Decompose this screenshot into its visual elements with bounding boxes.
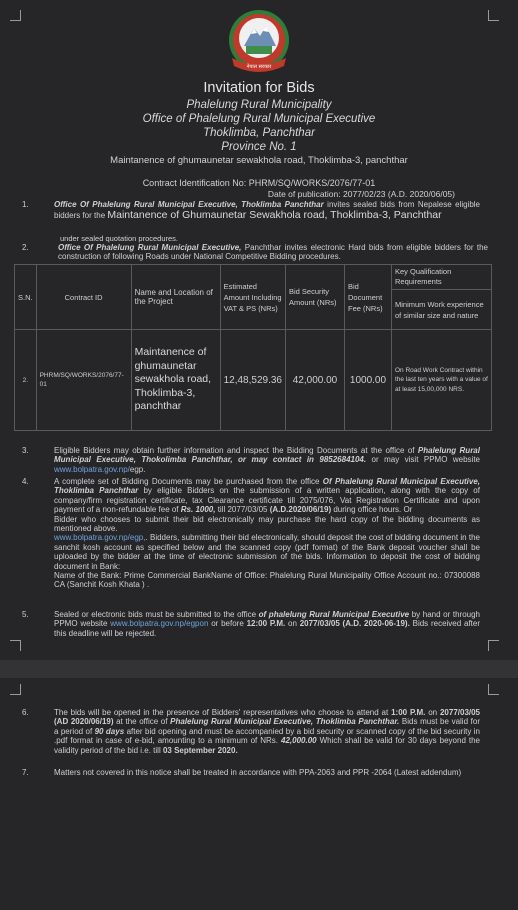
paragraph-text: A complete set of Bidding Documents may be purchased from the office: [54, 477, 323, 486]
item-number: 3.: [22, 446, 29, 455]
paragraph-5: [54, 610, 480, 638]
bank-details: Name of the Bank: Prime Commercial BankName of Office: Phalelung Rural Municipality Office Account no.: 07300088 CA (Sanchit Kosh Khata ) .: [54, 571, 480, 590]
office-contact: Phalelung Rural Municipal Executive, Thokolimba Panchthar, or may contact in 9852684104.: [54, 446, 480, 465]
paragraph-text: or before: [208, 619, 247, 629]
svg-text:नेपाल सरकार: नेपाल सरकार: [246, 64, 272, 70]
validity-period: 90 days: [94, 726, 125, 736]
paragraph-text: by hand or through PPMO website: [54, 610, 480, 629]
project-name-large: Maintanence of Ghumaunetar Sewakhola road, Thoklimba-3, Panchthar: [107, 209, 442, 222]
paragraph-text: egp.: [129, 464, 146, 474]
validity-date: 03 September 2020.: [162, 745, 238, 755]
office-name-italic: Office Of Phalelung Rural Municipal Executive,: [58, 243, 242, 252]
deadline-date: (A.D.2020/06/19): [269, 505, 332, 515]
contract-id-value: PHRM/SQ/WORKS/2076/77-01: [248, 178, 376, 188]
paragraph-text: during office hours. Or: [331, 505, 413, 515]
paragraph-2: [58, 243, 488, 262]
notice-title: Invitation for Bids: [203, 80, 315, 96]
item-number: 2.: [22, 243, 29, 252]
bid-table: [14, 264, 492, 431]
header-bid-fee: Bid Document Fee (NRs): [344, 265, 391, 330]
header-key-qualification: Key Qualification Requirements: [391, 265, 491, 290]
paragraph-text: Panchthar invites electronic Hard bids from eligible bidders for the construction of following Roads under National Competitive Bidding procedures.: [58, 243, 488, 262]
office-name: Office of Phalelung Rural Municipal Executive: [142, 113, 376, 125]
deadline-time: 12:00 P.M.: [246, 619, 286, 629]
cell-bid-fee: 1000.00: [344, 330, 391, 431]
contract-id-label: Contract Identification No:: [142, 178, 249, 188]
cell-sn: 2.: [15, 330, 37, 431]
opening-date: 2077/03/05 (AD 2020/06/19): [54, 708, 481, 727]
paragraph-text: on: [285, 619, 300, 629]
paragraph-3: [54, 446, 480, 474]
paragraph-1: [54, 200, 480, 222]
office-name-italic: Phalelung Rural Municipal Executive, Thoklimba Panchthar.: [170, 717, 400, 727]
egp-link[interactable]: www.bolpatra.gov.np/egp,: [54, 533, 146, 543]
crop-mark: [10, 684, 21, 695]
paragraph-text: on: [425, 708, 440, 717]
egpon-link[interactable]: www.bolpatra.gov.np/egpon: [110, 619, 209, 629]
header-estimated-amount: Estimated Amount Including VAT & PS (NRs): [220, 265, 285, 330]
paragraph-text: till 2077/03/05: [215, 505, 270, 515]
province-name: Province No. 1: [221, 141, 297, 153]
paragraph-6: [54, 708, 480, 755]
cell-estimated-amount: 12,48,529.36: [220, 330, 285, 431]
item-number: 5.: [22, 610, 29, 619]
item-number: 7.: [22, 768, 29, 777]
header-bid-security: Bid Security Amount (NRs): [285, 265, 344, 330]
paragraph-text: Which shall be valid for 30 days beyond the validity period of the bid i.e. till: [54, 736, 480, 755]
paragraph-text: invites sealed bids from Nepalese eligible bidders for the: [54, 200, 481, 221]
opening-time: 1:00 P.M.: [391, 708, 426, 717]
paragraph-text: or may visit PPMO website: [366, 455, 480, 465]
fee-amount: Rs. 1000,: [180, 505, 216, 515]
paragraph-text: at the office of: [113, 717, 171, 727]
paragraph-text: Bids received after this deadline will be rejected.: [54, 619, 480, 638]
project-title: Maintanence of ghumaunetar sewakhola road, Thoklimba-3, panchthar: [110, 155, 408, 166]
nepal-emblem-icon: [218, 6, 300, 78]
item-number: 1.: [22, 200, 29, 209]
paragraph-text: Sealed or electronic bids must be submitted to the office: [54, 610, 259, 619]
publication-date: Date of publication: 2077/02/23 (A.D. 2020/06/05): [267, 189, 455, 199]
table-row: [15, 330, 492, 431]
paragraph-1-end: under sealed quotation procedures.: [60, 234, 179, 243]
paragraph-text: after bid opening and must be accompanied by a bid security or scanned copy of the bid security in .pdf format in case of e-bid, amounting to a minimum of NRs.: [54, 726, 480, 746]
office-name-italic: Of Phalelung Rural Municipal Executive, Thoklimba Panchthar: [54, 477, 480, 496]
contract-id-line: [0, 178, 518, 189]
cell-minimum-experience: On Road Work Contract within the last ten years with a value of at least 15,00,000 NRS.: [391, 330, 491, 431]
paragraph-text: . Bidders, submitting their bid electronically, should deposit the cost of bidding document in the sanchit kosh account as specified below and the scanned copy (pdf format) of the Bank deposit voucher shall be uploaded by the bidder at the time of electronic submission of the bids. Information to deposit the cost of bidding document in Bank:: [54, 533, 480, 571]
cell-bid-security: 42,000.00: [285, 330, 344, 431]
office-name-italic: Office Of Phalelung Rural Municipal Executive, Thoklimba Panchthar: [54, 200, 324, 209]
crop-mark: [488, 10, 499, 21]
paragraph-text: Eligible Bidders may obtain further information and inspect the Bidding Documents at the office of: [54, 446, 418, 455]
deadline-date: 2077/03/05 (A.D. 2020-06-19).: [299, 619, 410, 629]
cell-project-name: Maintanence of ghumaunetar sewakhola road, Thoklimba-3, panchthar: [131, 330, 220, 431]
header-project-name: Name and Location of the Project: [131, 265, 220, 330]
paragraph-text: by eligible Bidders on the submission of a written application, along with the copy of company/firm registration certificate, tax Clearance certificate till 2075/076, Vat Registration Certificate and upon payment of a non-refundable fee of: [54, 486, 480, 515]
paragraph-text: The bids will be opened in the presence of Bidders' representatives who choose to attend at: [54, 708, 392, 717]
paragraph-text: Bids must be valid for a period of: [54, 717, 480, 736]
paragraph-7: Matters not covered in this notice shall be treated in accordance with PPA-2063 and PPR -2064 (Latest addendum): [54, 768, 462, 777]
location-name: Thoklimba, Panchthar: [203, 127, 315, 139]
crop-mark: [488, 684, 499, 695]
paragraph-4: [54, 477, 480, 590]
item-number: 4.: [22, 477, 29, 486]
crop-mark: [10, 640, 21, 651]
bid-security-amount: 42,000.00: [281, 736, 317, 746]
office-name-italic: of phalelung Rural Municipal Executive: [258, 610, 410, 619]
table-header-row: [15, 265, 492, 290]
header-sn: S.N.: [15, 265, 37, 330]
paragraph-text: Bidder who chooses to submit their bid electronically may purchase the hard copy of the bidding documents as mentioned above.: [54, 514, 480, 534]
header-contract-id: Contract ID: [36, 265, 131, 330]
item-number: 6.: [22, 708, 29, 717]
crop-mark: [488, 640, 499, 651]
municipality-name: Phalelung Rural Municipality: [186, 99, 332, 111]
header-minimum-experience: Minimum Work experience of similar size and nature: [391, 290, 491, 330]
cell-contract-id: PHRM/SQ/WORKS/2076/77-01: [36, 330, 131, 431]
ppmo-link[interactable]: www.bolpatra.gov.np/: [54, 464, 130, 474]
document-page-2: [0, 678, 518, 910]
crop-mark: [10, 10, 21, 21]
